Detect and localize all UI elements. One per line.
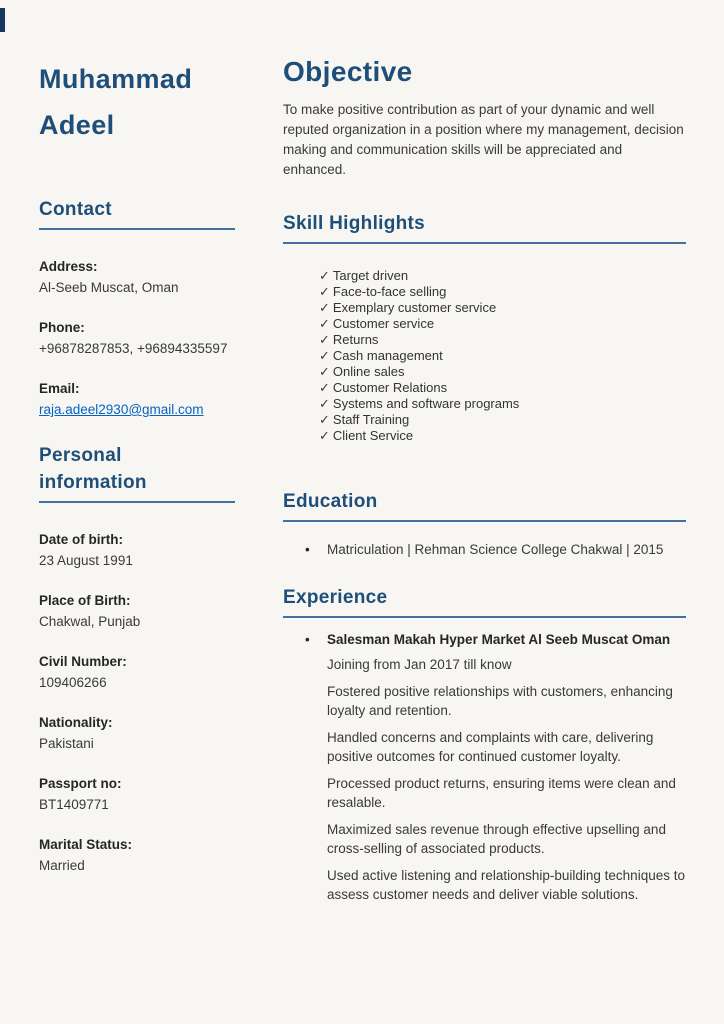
field-value: 109406266	[39, 675, 107, 690]
check-icon: ✓	[319, 316, 330, 331]
skill-item	[319, 300, 686, 316]
objective-text: To make positive contribution as part of your dynamic and well reputed organization in a position where my management, decision making and communication skills will be appreciated and enhanced.	[283, 102, 684, 177]
personal-field-marital-status	[39, 834, 235, 876]
skill-label: Returns	[332, 332, 379, 347]
skill-item	[319, 332, 686, 348]
skill-label: Target driven	[332, 268, 409, 283]
skill-label: Cash management	[332, 348, 443, 363]
check-icon: ✓	[319, 380, 330, 395]
experience-detail: Handled concerns and complaints with care, delivering positive outcomes for continued customer loyalty.	[327, 730, 654, 764]
field-label: Email:	[39, 381, 80, 396]
skill-item	[319, 316, 686, 332]
contact-section	[39, 196, 235, 420]
check-icon: ✓	[319, 332, 330, 347]
education-section	[283, 488, 686, 560]
check-icon: ✓	[319, 284, 330, 299]
experience-section	[283, 584, 686, 904]
field-label: Marital Status:	[39, 837, 133, 852]
contact-heading: Contact	[39, 196, 235, 230]
skill-label: Client Service	[332, 428, 414, 443]
field-value: Pakistani	[39, 736, 94, 751]
experience-job-title: Salesman Makah Hyper Market Al Seeb Muscat Oman	[327, 632, 671, 647]
skill-label: Online sales	[332, 364, 405, 379]
experience-details	[327, 655, 686, 904]
objective-section	[283, 56, 686, 180]
field-label: Civil Number:	[39, 654, 127, 669]
candidate-name-line1: Muhammad	[39, 64, 193, 94]
skill-item	[319, 364, 686, 380]
field-value: 23 August 1991	[39, 553, 133, 568]
check-icon: ✓	[319, 364, 330, 379]
field-label: Place of Birth:	[39, 593, 131, 608]
personal-field-nationality	[39, 712, 235, 754]
skills-section	[283, 210, 686, 444]
contact-fields	[39, 256, 235, 420]
education-item	[305, 540, 686, 560]
skills-list	[319, 268, 686, 444]
personal-info-heading-text: Personal information	[39, 445, 147, 493]
candidate-name	[39, 56, 235, 148]
skill-label: Staff Training	[332, 412, 410, 427]
email-link[interactable]: raja.adeel2930@gmail.com	[39, 402, 204, 417]
field-label: Address:	[39, 259, 98, 274]
page-corner-accent	[0, 8, 5, 32]
skill-item	[319, 412, 686, 428]
education-text: Matriculation | Rehman Science College Chakwal | 2015	[327, 542, 664, 557]
experience-detail: Processed product returns, ensuring items were clean and resalable.	[327, 776, 676, 810]
field-label: Date of birth:	[39, 532, 123, 547]
skill-item	[319, 396, 686, 412]
field-value: Al-Seeb Muscat, Oman	[39, 280, 179, 295]
check-icon: ✓	[319, 268, 330, 283]
skill-item	[319, 348, 686, 364]
skill-label: Customer service	[332, 316, 435, 331]
objective-heading: Objective	[283, 56, 413, 87]
personal-field-place-of-birth	[39, 590, 235, 632]
experience-heading: Experience	[283, 584, 686, 618]
skill-item	[319, 284, 686, 300]
experience-job-title-row	[305, 630, 686, 650]
bullet-icon: •	[305, 632, 310, 647]
field-value: +96878287853, +96894335597	[39, 341, 228, 356]
personal-field-dob	[39, 529, 235, 571]
personal-info-heading	[39, 442, 235, 503]
experience-detail: Used active listening and relationship-building techniques to assess customer needs and deliver viable solutions.	[327, 868, 685, 902]
personal-info-section	[39, 442, 235, 876]
experience-detail: Fostered positive relationships with customers, enhancing loyalty and retention.	[327, 684, 673, 718]
field-label: Nationality:	[39, 715, 113, 730]
experience-detail: Maximized sales revenue through effective upselling and cross-selling of associated products.	[327, 822, 666, 856]
check-icon: ✓	[319, 412, 330, 427]
check-icon: ✓	[319, 428, 330, 443]
contact-field-phone	[39, 317, 235, 359]
skills-heading: Skill Highlights	[283, 210, 686, 244]
main-column	[283, 56, 686, 912]
skill-item	[319, 380, 686, 396]
contact-field-email	[39, 378, 235, 420]
field-value: Chakwal, Punjab	[39, 614, 141, 629]
skill-label: Systems and software programs	[332, 396, 520, 411]
personal-field-passport	[39, 773, 235, 815]
experience-detail: Joining from Jan 2017 till know	[327, 657, 512, 672]
skill-label: Customer Relations	[332, 380, 448, 395]
check-icon: ✓	[319, 348, 330, 363]
bullet-icon: •	[305, 542, 310, 557]
check-icon: ✓	[319, 396, 330, 411]
personal-info-fields	[39, 529, 235, 876]
field-label: Passport no:	[39, 776, 122, 791]
field-label: Phone:	[39, 320, 85, 335]
contact-field-address	[39, 256, 235, 298]
candidate-name-line2: Adeel	[39, 110, 115, 140]
skill-label: Exemplary customer service	[332, 300, 497, 315]
education-heading: Education	[283, 488, 686, 522]
skill-item	[319, 268, 686, 284]
personal-field-civil-number	[39, 651, 235, 693]
check-icon: ✓	[319, 300, 330, 315]
skill-item	[319, 428, 686, 444]
sidebar	[39, 56, 235, 912]
skill-label: Face-to-face selling	[332, 284, 447, 299]
field-value: Married	[39, 858, 85, 873]
field-value: BT1409771	[39, 797, 109, 812]
